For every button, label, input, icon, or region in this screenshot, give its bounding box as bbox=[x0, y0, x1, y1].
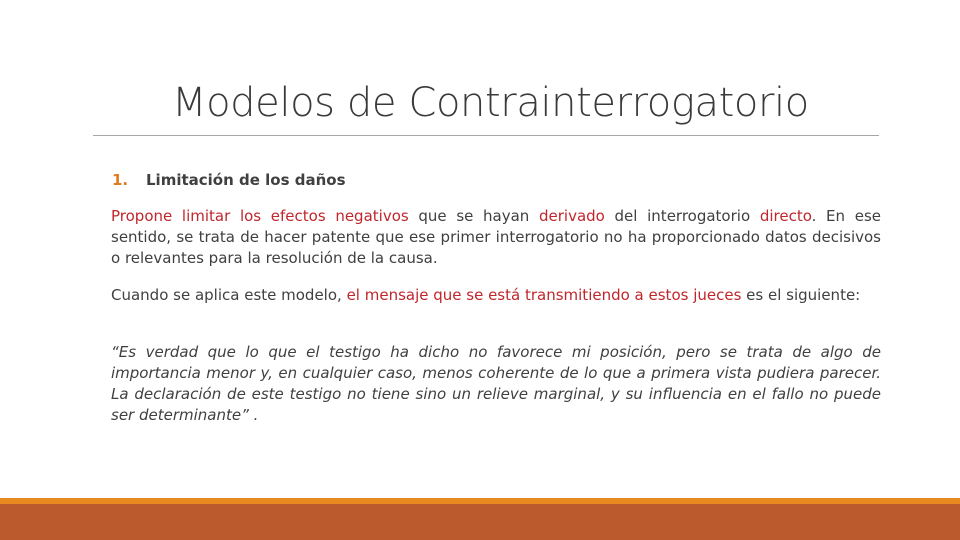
p2-text-1: Cuando se aplica este modelo, bbox=[111, 286, 347, 304]
p1-text-1: que se hayan bbox=[408, 207, 539, 225]
footer-bar bbox=[0, 504, 960, 540]
item-number: 1. bbox=[112, 171, 129, 189]
p2-highlight: el mensaje que se está transmitiendo a estos jueces bbox=[346, 286, 742, 304]
numbered-heading bbox=[112, 171, 346, 189]
p1-highlight-3: directo bbox=[759, 207, 812, 225]
p1-text-2: del interrogatorio bbox=[604, 207, 760, 225]
title-divider bbox=[93, 135, 879, 136]
p1-highlight-2: derivado bbox=[539, 207, 605, 225]
item-label: Limitación de los daños bbox=[146, 171, 346, 189]
p1-highlight-1: Propone limitar los efectos negativos bbox=[111, 207, 409, 225]
p2-text-2: es el siguiente: bbox=[741, 286, 861, 304]
paragraph-2 bbox=[111, 285, 881, 306]
slide-title: Modelos de Contrainterrogatorio bbox=[172, 80, 809, 126]
p1-text-3: . En ese sentido, se trata de hacer patente que ese primer interrogatorio no ha proporcionado datos decisivos o relevantes para la resolución de la causa. bbox=[111, 207, 881, 267]
paragraph-1 bbox=[111, 206, 881, 269]
quote-paragraph: “Es verdad que lo que el testigo ha dicho no favorece mi posición, pero se trata de algo de importancia menor y, en cualquier caso, menos coherente de lo que a primera vista pudiera parecer. La declaración de este testigo no tiene sino un relieve marginal, y su influencia en el fallo no puede ser determinante” . bbox=[111, 343, 881, 424]
